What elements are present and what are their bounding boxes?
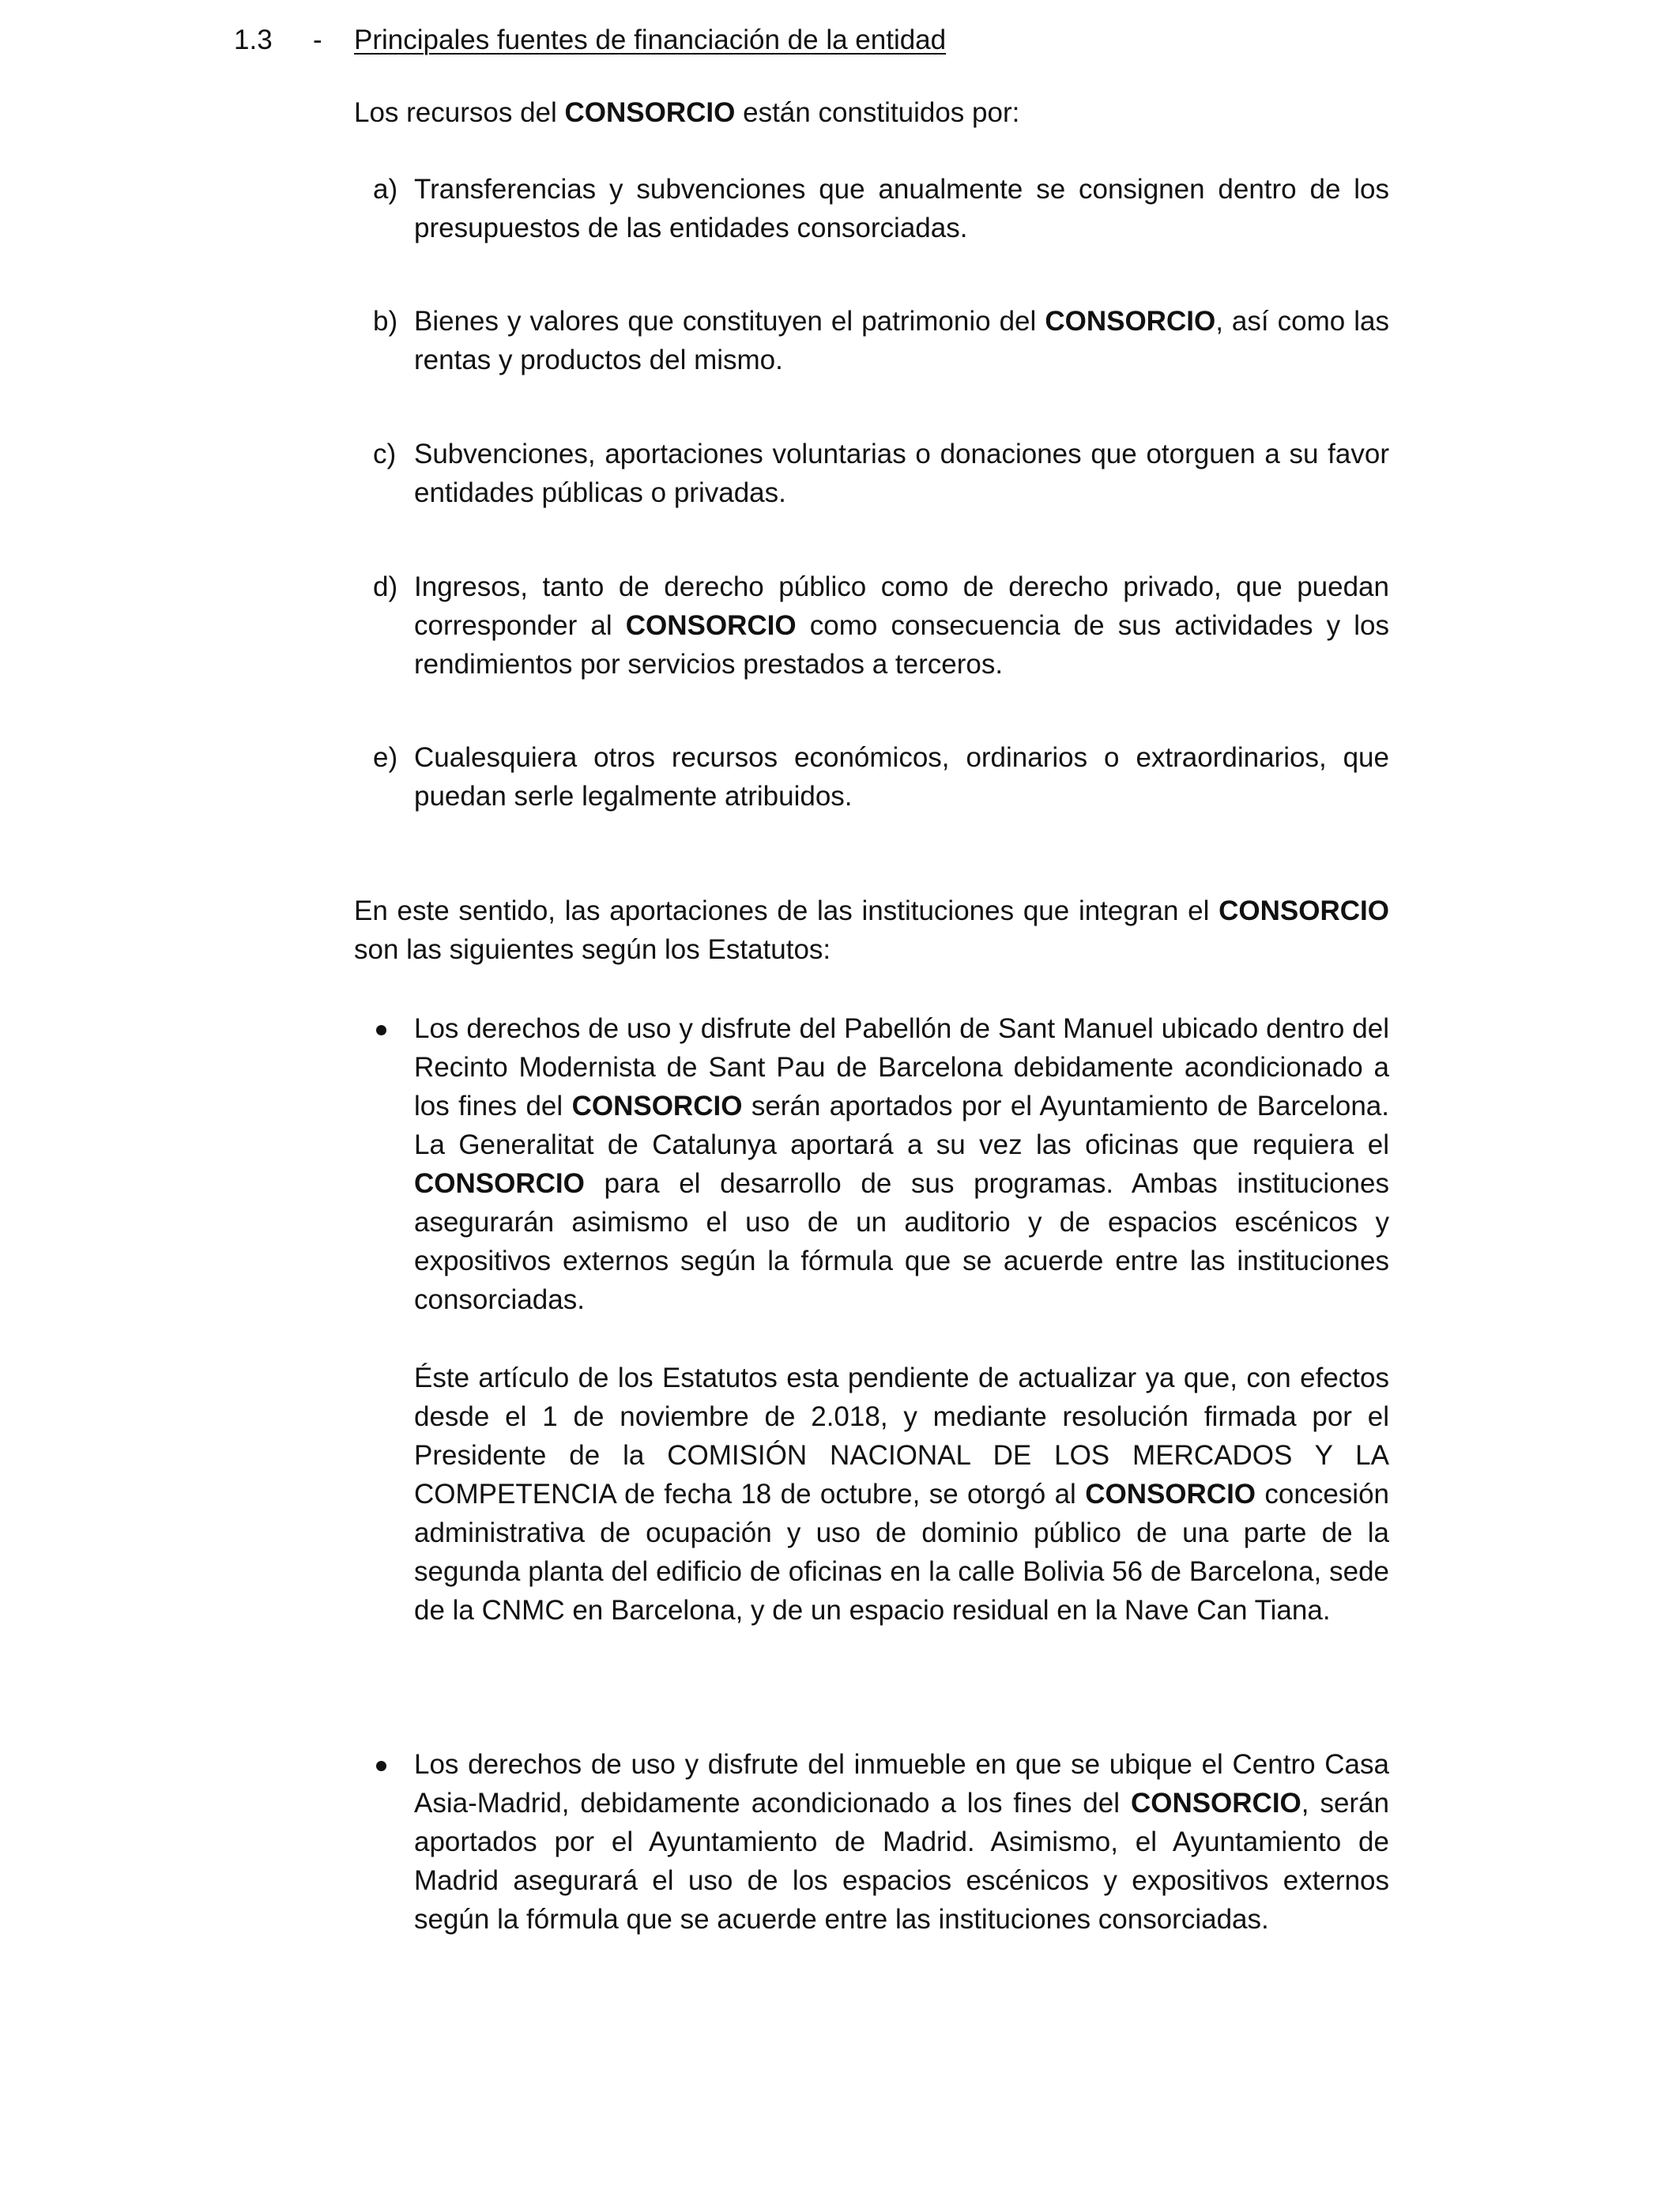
item-text: Transferencias y subvenciones que anualmente se consignen dentro de los presupuestos de las entidades consorciadas. [414,174,1389,243]
item-text: Cualesquiera otros recursos económicos, ordinarios o extraordinarios, que puedan serle legalmente atribuidos. [414,742,1389,812]
item-marker: b) [373,306,398,337]
resource-item-c [373,435,1389,512]
item-marker: a) [373,174,398,205]
item-marker: e) [373,742,398,773]
bullet-text: Los derechos de uso y disfrute del inmueble en que se ubique el Centro Casa Asia-Madrid, debidamente acondicionado a los fines del CONSORCIO, serán aportados por el Ayuntamiento de Madrid. Asimismo, el Ayuntamiento de Madrid asegurará el uso de los espacios escénicos y expositivos externos según la fórmula que se acuerde entre las instituciones consorciadas. [414,1749,1390,1935]
item-marker: c) [373,439,397,469]
bullet-item-madrid [373,1745,1389,1939]
resource-item-b [373,302,1389,379]
section-number: 1.3 [234,25,273,55]
bullet-item-barcelona [373,1009,1389,1319]
contributions-intro-paragraph: En este sentido, las aportaciones de las instituciones que integran el CONSORCIO son las siguientes según los Estatutos: [354,895,1389,965]
item-text: Subvenciones, aportaciones voluntarias o donaciones que otorguen a su favor entidades públicas o privadas. [414,439,1389,508]
intro-paragraph [354,93,1389,132]
bullet-text: Los derechos de uso y disfrute del Pabellón de Sant Manuel ubicado dentro del Recinto Modernista de Sant Pau de Barcelona debidamente acondicionado a los fines del CONSORCIO serán aportados por el Ayuntamiento de Barcelona. La Generalitat de Catalunya aportará a su vez las oficinas que requiera el CONSORCIO para el desarrollo de sus programas. Ambas instituciones asegurarán asimismo el uso de un auditorio y de espacios escénicos y expositivos externos según la fórmula que se acuerde entre las instituciones consorciadas. [414,1013,1389,1315]
resource-item-a [373,170,1389,247]
item-marker: d) [373,571,398,602]
item-text: Ingresos, tanto de derecho público como de derecho privado, que puedan corresponder al CONSORCIO como consecuencia de sus actividades y los rendimientos por servicios prestados a terceros. [414,571,1389,680]
bullet-dot-icon [376,1025,386,1035]
section-title: Principales fuentes de financiación de la entidad [354,25,947,55]
bullet-dot-icon [376,1761,386,1771]
intro-bold-consorcio: CONSORCIO [564,97,736,128]
intro-text-end: están constituidos por: [735,97,1020,128]
section-dash: - [313,25,322,55]
contributions-bold-consorcio: CONSORCIO [1219,895,1389,926]
statutes-note-paragraph [373,1359,1389,1630]
intro-text-start: Los recursos del [354,97,565,128]
resource-item-d [373,567,1389,684]
note-text: Éste artículo de los Estatutos esta pendiente de actualizar ya que, con efectos desde el 1 de noviembre de 2.018, y mediante resolución firmada por el Presidente de la COMISIÓN NACIONAL DE LOS MERCADOS Y LA COMPETENCIA de fecha 18 de octubre, se otorgó al CONSORCIO concesión administrativa de ocupación y uso de dominio público de una parte de la segunda planta del edificio de oficinas en la calle Bolivia 56 de Barcelona, sede de la CNMC en Barcelona, y de un espacio residual en la Nave Can Tiana. [414,1363,1389,1626]
item-text: Bienes y valores que constituyen el patrimonio del CONSORCIO, así como las rentas y productos del mismo. [414,306,1389,375]
resource-item-e [373,738,1389,816]
